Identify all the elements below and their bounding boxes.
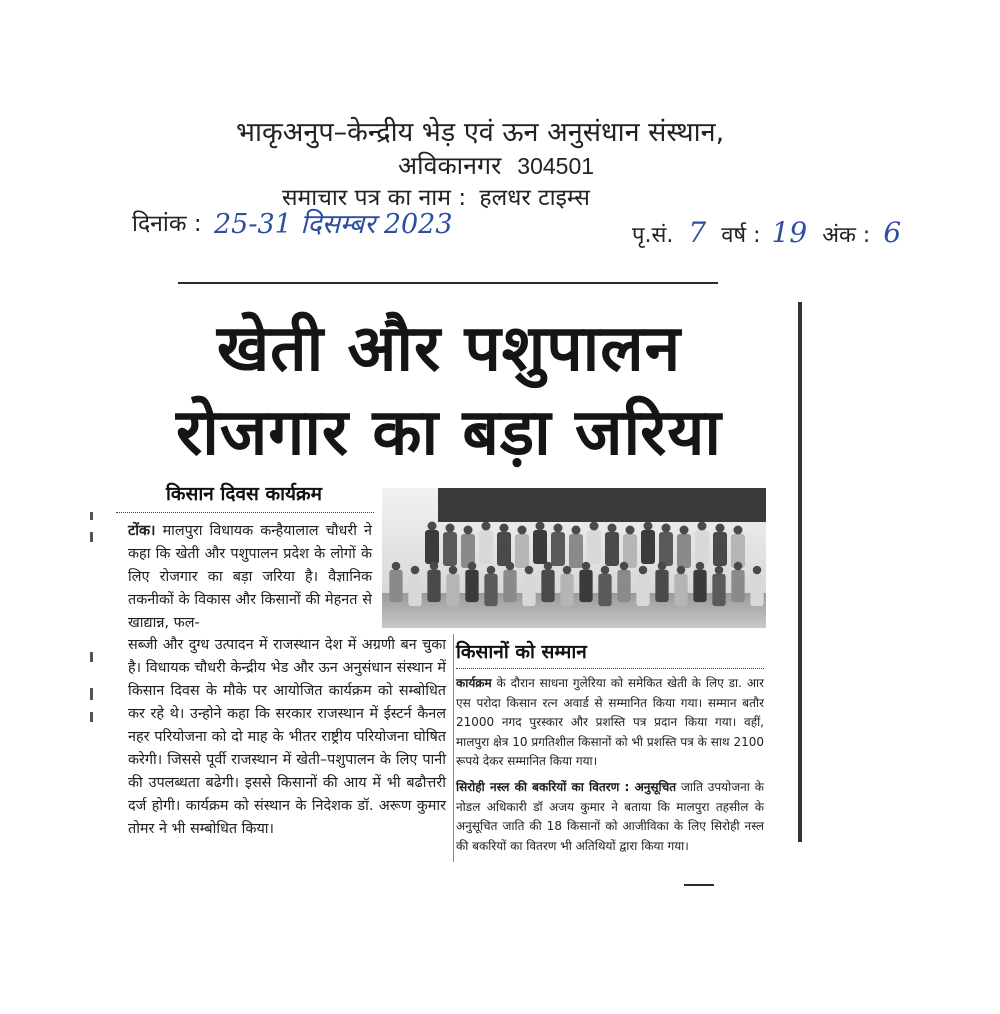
scan-mark — [90, 532, 93, 542]
page-value: 7 — [688, 216, 707, 249]
paragraph-sirohi — [456, 778, 764, 856]
column-rule — [453, 634, 454, 862]
section-divider — [456, 668, 764, 669]
bottom-stub — [684, 884, 714, 886]
headline-line-1: खेती और पशुपालन — [216, 312, 682, 386]
institute-name: भाकृअनुप–केन्द्रीय भेड़ एवं ऊन अनुसंधान संस्थान, — [236, 117, 725, 148]
top-rule — [178, 282, 718, 284]
date-label: दिनांक : — [132, 211, 202, 237]
scan-mark — [90, 712, 93, 722]
date-value-handwritten: 25-31 दिसम्बर 2023 — [214, 209, 453, 240]
page-number-line — [632, 216, 901, 249]
newspaper-name: हलधर टाइम्स — [479, 185, 590, 211]
pincode: 304501 — [517, 153, 595, 179]
newspaper-label: समाचार पत्र का नाम : — [282, 185, 467, 211]
year-value: 19 — [771, 216, 808, 249]
paragraph-sirohi-lead: सिरोही नस्ल की बकरियों का वितरण : अनुसूचित — [456, 780, 677, 794]
newspaper-clipping — [108, 282, 790, 864]
scan-mark — [90, 512, 93, 520]
paragraph-sirohi-text: जाति उपयोजना के नोडल अधिकारी डॉ अजय कुमार ने बताया कि मालपुरा तहसील के अनुसूचित जाति की 18 किसानों को आजीविका के लिए सिरोही नस्ल की बकरियों का वितरण भी अतिथियों द्वारा किया गया। — [456, 780, 764, 853]
dateline: टोंक। — [128, 523, 156, 539]
scan-mark — [90, 652, 93, 662]
issue-value: 6 — [883, 216, 902, 249]
institute-place — [398, 148, 594, 182]
section-divider — [116, 512, 374, 513]
year-label: वर्ष : — [721, 223, 761, 248]
page-label: पृ.सं. — [632, 223, 674, 248]
paragraph-main: सब्जी और दुग्ध उत्पादन में राजस्थान देश में अग्रणी बन चुका है। विधायक चौधरी केन्द्रीय भेड और ऊन अनुसंधान संस्थान में किसान दिवस के मौके पर आयोजित कार्यक्रम को सम्बोधित कर रहे थे। उन्होने कहा कि सरकार राजस्थान में ईस्टर्न कैनल नहर परियोजना को दो माह के भीतर राष्ट्रीय परियोजना घोषित करेगी। जिससे पूर्वी राजस्थान में खेती–पशुपालन के लिए पानी की उपलब्धता बढेगी। इससे किसानों की आय में भी बढौत्तरी दर्ज होगी। कार्यक्रम को संस्थान के निदेशक डॉ. अरूण कुमार तोमर ने भी सम्बोधित किया। — [128, 637, 446, 837]
issue-label: अंक : — [822, 223, 871, 248]
section-title-kisan-samman: किसानों को सम्मान — [456, 641, 587, 663]
scan-mark — [90, 688, 93, 700]
paragraph-samman — [456, 674, 764, 772]
event-group-photo — [382, 488, 766, 628]
paragraph-intro-text: मालपुरा विधायक कन्हैयालाल चौधरी ने कहा कि खेती और पशुपालन प्रदेश के लोगों के लिए रोजगार का बड़ा जरिया है। वैज्ञानिक तकनीकों के विकास और किसानों की मेहनत से खाद्यान्न, फल- — [128, 523, 372, 631]
headline-line-2: रोजगार का बड़ा जरिया — [176, 396, 722, 470]
paragraph-intro — [128, 520, 372, 635]
place-name: अविकानगर — [398, 151, 502, 180]
paragraph-samman-text: के दौरान साधना गुलेरिया को समेकित खेती के लिए डा. आर एस परोदा किसान रत्न अवार्ड से सम्मानित किया गया। सम्मान बतौर 21000 नगद पुरस्कार और प्रशस्ति पत्र प्रदान किया गया। वहीं, मालपुरा क्षेत्र 10 प्रगतिशील किसानों को भी प्रशस्ति पत्र के साथ 2100 रूपये देकर सम्मानित किया गया। — [456, 676, 764, 768]
right-border — [798, 302, 802, 842]
paragraph-samman-lead: कार्यक्रम — [456, 676, 492, 690]
section-title-kisan-diwas: किसान दिवस कार्यक्रम — [166, 483, 322, 505]
